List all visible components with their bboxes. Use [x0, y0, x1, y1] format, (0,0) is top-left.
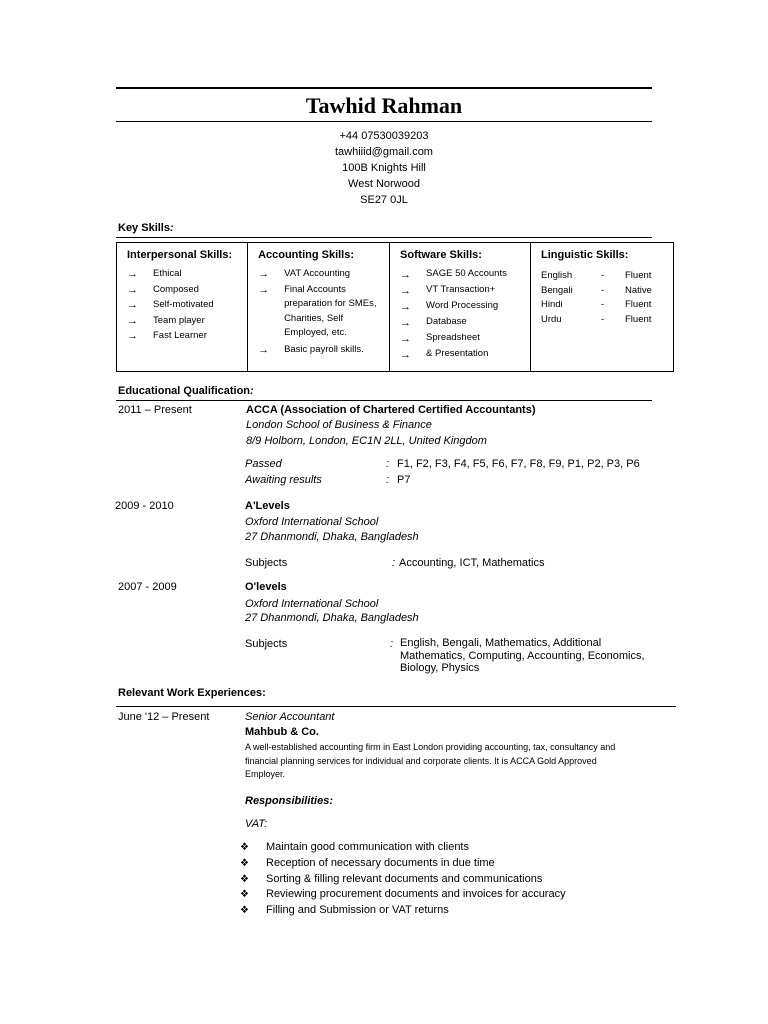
- company-name: Mahbub & Co.: [245, 726, 319, 738]
- address-line-2: West Norwood: [348, 178, 420, 190]
- qualification-title: O'levels: [245, 581, 287, 593]
- arrow-icon: →: [400, 269, 412, 281]
- list-item: Urdu - Fluent: [541, 313, 652, 325]
- linguistic-skills-title: Linguistic Skills:: [541, 249, 629, 261]
- list-item: English - Fluent: [541, 270, 652, 281]
- arrow-icon: →: [127, 314, 138, 327]
- arrow-icon: →: [400, 285, 412, 297]
- institution-address: 27 Dhanmondi, Dhaka, Bangladesh: [245, 531, 419, 543]
- header-top-rule: [116, 87, 652, 89]
- subjects-separator: :: [390, 638, 394, 650]
- postcode: SE27 0JL: [360, 194, 408, 206]
- diamond-bullet-icon: ❖: [240, 873, 249, 885]
- arrow-icon: →: [400, 317, 412, 329]
- list-item: ❖ Reviewing procurement documents and invoices for accuracy: [240, 887, 566, 903]
- interpersonal-skills-column: [117, 243, 248, 371]
- job-title: Senior Accountant: [245, 711, 335, 723]
- result-separator: :: [386, 458, 390, 470]
- arrow-icon: →: [258, 343, 270, 356]
- diamond-bullet-icon: ❖: [240, 889, 249, 901]
- list-item: → & Presentation: [400, 348, 489, 361]
- list-item: → Final Accounts preparation for SMEs, Charities, Self Employed, etc.: [258, 283, 381, 341]
- list-item: Bengali - Native: [541, 284, 652, 296]
- result-value: F1, F2, F3, F4, F5, F6, F7, F8, F9, P1, P2, P3, P6: [397, 458, 640, 470]
- education-heading: Educational Qualification:: [118, 385, 254, 397]
- list-item: Hindi - Fluent: [541, 299, 652, 310]
- list-item: → VAT Accounting: [258, 267, 381, 283]
- institution-name: London School of Business & Finance: [246, 419, 432, 431]
- address-line-1: 100B Knights Hill: [342, 162, 426, 174]
- arrow-icon: →: [127, 268, 138, 280]
- software-skills-title: Software Skills:: [400, 249, 482, 261]
- arrow-icon: →: [400, 301, 412, 313]
- accounting-skills-column: [248, 243, 390, 371]
- work-rule: [116, 706, 676, 707]
- key-skills-heading: Key Skills:: [118, 222, 174, 234]
- education-date: 2009 - 2010: [115, 500, 174, 512]
- institution-name: Oxford International School: [245, 516, 379, 528]
- arrow-icon: →: [400, 349, 412, 361]
- candidate-name: Tawhid Rahman: [305, 93, 463, 118]
- subjects-label: Subjects: [245, 557, 288, 569]
- list-item: → Self-motivated: [127, 298, 239, 314]
- institution-name: Oxford International School: [245, 598, 379, 610]
- list-item: ❖ Maintain good communication with clients: [240, 840, 566, 856]
- list-item: → Fast Learner: [127, 329, 239, 345]
- list-item: → VT Transaction+: [400, 284, 496, 297]
- qualification-title: A'Levels: [245, 500, 290, 512]
- result-label: Passed: [245, 458, 282, 470]
- arrow-icon: →: [400, 333, 412, 345]
- linguistic-skills-column: [531, 243, 673, 371]
- software-skills-list: [400, 267, 522, 363]
- qualification-title: ACCA (Association of Chartered Certified Accountants): [246, 404, 536, 416]
- list-item: → Spreadsheet: [400, 332, 480, 345]
- subjects-value: Accounting, ICT, Mathematics: [399, 557, 545, 569]
- list-item: → Team player: [127, 314, 239, 330]
- list-item: → Composed: [127, 283, 239, 299]
- list-item: → Ethical: [127, 267, 239, 283]
- education-rule: [116, 400, 652, 401]
- skills-table: [116, 242, 674, 372]
- subjects-value: English, Bengali, Mathematics, Additional Mathematics, Computing, Accounting, Economics, Biology, Physics: [400, 637, 645, 674]
- email-address: tawhiiid@gmail.com: [335, 146, 433, 158]
- work-date: June '12 – Present: [118, 711, 210, 723]
- institution-address: 8/9 Holborn, London, EC1N 2LL, United Kingdom: [246, 435, 487, 447]
- list-item: ❖ Sorting & filling relevant documents and communications: [240, 872, 566, 888]
- list-item: ❖ Reception of necessary documents in due time: [240, 856, 566, 872]
- subjects-label: Subjects: [245, 638, 288, 650]
- subjects-separator: :: [392, 557, 396, 569]
- result-label: Awaiting results: [245, 474, 322, 486]
- diamond-bullet-icon: ❖: [240, 842, 249, 853]
- vat-responsibilities-list: [240, 840, 566, 919]
- institution-address: 27 Dhanmondi, Dhaka, Bangladesh: [245, 612, 419, 624]
- interpersonal-skills-title: Interpersonal Skills:: [127, 249, 233, 261]
- language-list: [541, 269, 665, 327]
- result-separator: :: [386, 474, 390, 486]
- accounting-skills-title: Accounting Skills:: [258, 249, 355, 261]
- education-date: 2011 – Present: [118, 404, 192, 416]
- header-bottom-rule: [116, 121, 652, 122]
- interpersonal-skills-list: [127, 267, 239, 345]
- list-item: → Database: [400, 316, 467, 329]
- result-value: P7: [397, 474, 411, 486]
- list-item: → Basic payroll skills.: [258, 343, 381, 359]
- list-item: → SAGE 50 Accounts: [400, 268, 507, 281]
- vat-heading: VAT:: [245, 818, 268, 830]
- arrow-icon: →: [258, 268, 270, 280]
- phone-number: +44 07530039203: [339, 130, 429, 142]
- arrow-icon: →: [127, 299, 138, 311]
- company-description: A well-established accounting firm in East London providing accounting, tax, consultancy and financial planning services for individual and corporate clients. It is ACCA Gold Approved Employer.: [245, 742, 616, 779]
- key-skills-rule: [116, 237, 652, 238]
- contact-block: [116, 128, 652, 208]
- education-date: 2007 - 2009: [118, 581, 177, 593]
- work-heading: Relevant Work Experiences:: [118, 687, 266, 699]
- arrow-icon: →: [258, 283, 270, 296]
- list-item: → Word Processing: [400, 300, 499, 313]
- responsibilities-heading: Responsibilities:: [245, 795, 334, 807]
- arrow-icon: →: [127, 330, 138, 342]
- software-skills-column: [390, 243, 531, 371]
- arrow-icon: →: [127, 283, 138, 296]
- accounting-skills-list: [258, 267, 381, 358]
- diamond-bullet-icon: ❖: [240, 905, 249, 917]
- list-item: ❖ Filling and Submission or VAT returns: [240, 903, 566, 919]
- diamond-bullet-icon: ❖: [240, 857, 249, 869]
